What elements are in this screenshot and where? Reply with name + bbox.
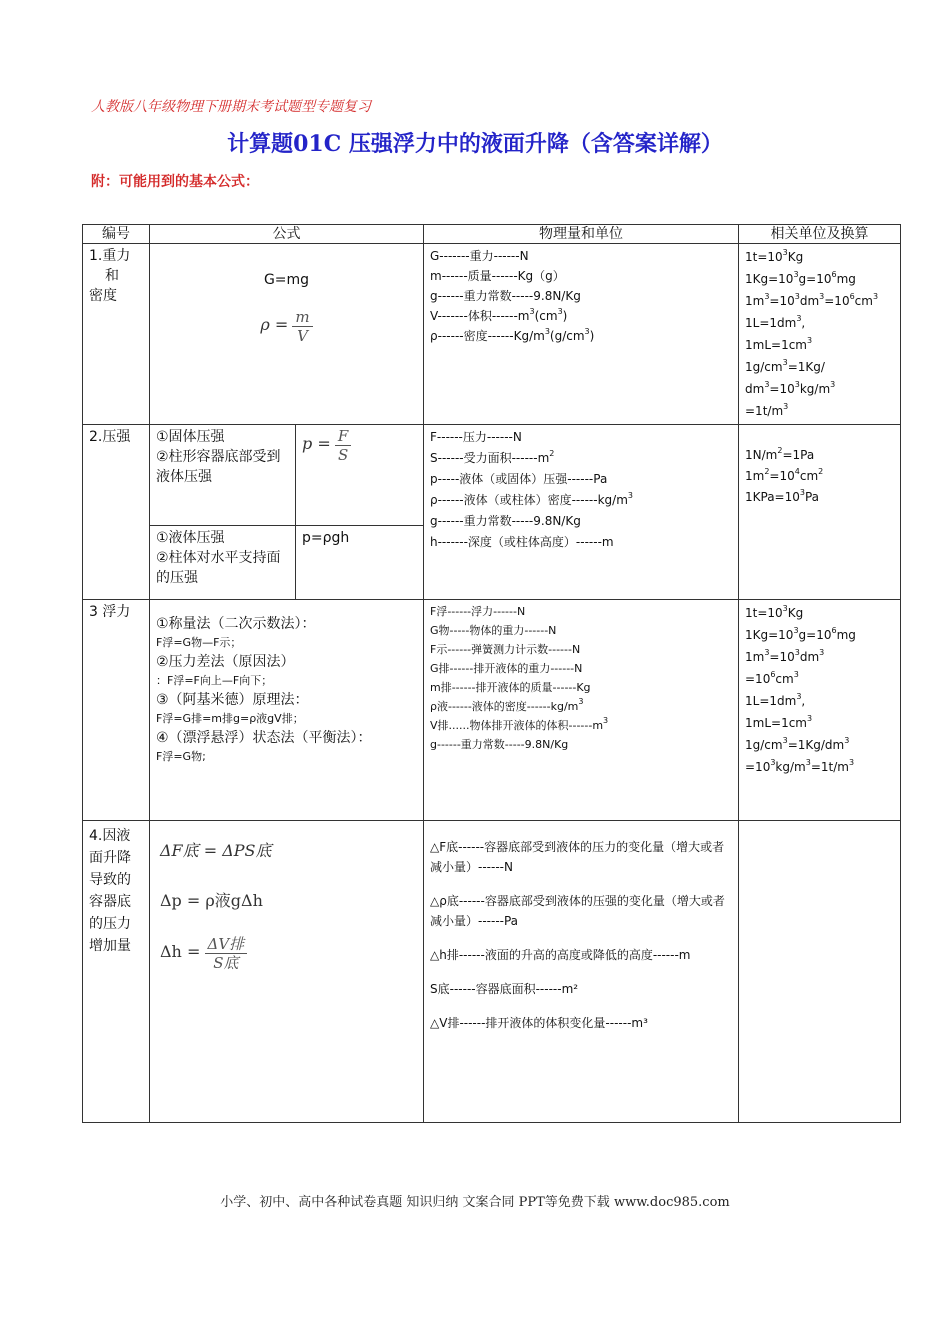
quantity-line: V-------体积$------m^3(cm^3)$ [430,307,568,323]
case-cell [150,425,296,526]
quantity-cell [424,821,739,1123]
height-change-formula [160,935,417,972]
formula-cell: p=ρgh [296,526,424,600]
quantity-line: g------重力常数-----9.8N/Kg [430,514,581,528]
document-title: 计算题01C 压强浮力中的液面升降（含答案详解） [227,131,723,157]
fraction-numerator: F [335,427,351,446]
unit-line: $1m^2=10^4cm^2$ [745,467,824,483]
fraction [205,935,248,972]
units-cell [739,821,901,1123]
quantity-cell [424,244,739,425]
fraction-numerator: ΔV排 [205,935,248,954]
units-cell [739,425,901,600]
row-id-line: 密度 [89,288,117,304]
unit-line: $1L=1dm^3$, [745,314,806,330]
unit-line: $1t=10^3Kg$ [745,248,804,264]
quantity-line: △h排------液面的升高的高度或降低的高度------m [430,948,691,962]
quantity-line: S底------容器底面积------m² [430,982,579,996]
quantity-line: h-------深度（或柱体高度）------m [430,535,614,549]
unit-line: $1g/cm^3=1Kg/$ [745,358,825,374]
pressure-change-formula: Δp = ρ液gΔh [160,891,263,910]
case-line: ①固体压强 [156,429,225,445]
unit-line: $=10^3kg/m^3=1t/m^3$ [745,758,855,774]
quantity-line: △ρ底------容器底部受到液体的压强的变化量（增大或者减小量）------Pa [430,894,725,928]
quantity-line: G-------重力------N [430,249,529,263]
quantity-line: F------压力------N [430,430,522,444]
quantity-line: g------重力常数-----9.8N/Kg [430,289,581,303]
series-title: 人教版八年级物理下册期末考试题型专题复习 [91,99,371,115]
fraction-denominator: S [337,446,349,464]
quantity-line: △F底------容器底部受到液体的压力的变化量（增大或者减小量）------N [430,840,725,874]
quantity-line: F浮------浮力------N [430,605,526,618]
quantity-cell [424,425,739,600]
fraction [335,427,351,464]
method-formula: ：F浮=F向上—F向下； [156,674,273,687]
units-cell [739,600,901,821]
unit-line: $1L=1dm^3$, [745,692,806,708]
force-change-formula: ΔF底 = ΔPS底 [160,841,272,860]
row-id [83,244,150,425]
method-formula: F浮=G物—F示； [156,636,242,649]
column-header-quantity: 物理量和单位 [424,225,739,244]
method-line: ①称量法（二次示数法）： [156,616,316,632]
units-cell [739,244,901,425]
unit-line: $1mL=1cm^3$ [745,714,813,730]
quantity-line: S------受力面积$------m^2$ [430,449,555,465]
quantity-line: ρ------液体（或柱体）密度$------kg/m^3$ [430,491,633,507]
gravity-formula: G=mg [263,272,310,288]
unit-line: $1m^3=10^3dm^3=10^6cm^3$ [745,292,879,308]
case-line: ②柱形容器底部受到液体压强 [156,449,281,485]
formula-cell [150,244,424,425]
row-id: 3 浮力 [83,600,150,821]
formula-lhs: Δh = [160,942,201,961]
row-id: 4.因液面升降导致的容器底的压力增加量 [83,821,150,1123]
quantity-line: p-----液体（或固体）压强------Pa [430,472,608,486]
unit-line: $1mL=1cm^3$ [745,336,813,352]
unit-line: $1g/cm^3=1Kg/dm^3$ [745,736,850,752]
unit-line: $dm^3=10^3kg/m^3$ [745,380,836,396]
quantity-line: F示------弹簧测力计示数------N [430,643,581,656]
method-line: ④（漂浮悬浮）状态法（平衡法）： [156,730,372,746]
formula-cell [150,600,424,821]
method-line: ②压力差法（原因法） [156,654,295,670]
density-formula [156,308,417,345]
table-row [83,821,901,1123]
quantity-line: g------重力常数-----9.8N/Kg [430,738,569,751]
quantity-line: m排------排开液体的质量------Kg [430,681,591,694]
quantity-line: △V排------排开液体的体积变化量------m³ [430,1016,648,1030]
footer-text: 小学、初中、高中各种试卷真题 知识归纳 文案合同 PPT等免费下载 www.doc985.com [220,1195,730,1210]
table-row [83,244,901,425]
table-header-row [83,225,901,244]
column-header-id: 编号 [83,225,150,244]
appendix-label: 附：可能用到的基本公式： [91,174,259,190]
fraction-denominator: S底 [213,954,239,972]
quantity-line: V排......物体排开液体的体积$------m^3$ [430,716,609,732]
fraction-denominator: V [297,327,308,345]
method-formula: F浮=G排=m排g=ρ液gV排； [156,712,304,725]
table-row [83,425,901,526]
fraction [292,308,312,345]
case-line: ①液体压强 [156,530,225,546]
row-id-line: 1.重力 [89,248,131,264]
unit-line: $1t=10^3Kg$ [745,604,804,620]
quantity-line: m------质量------Kg（g） [430,269,565,283]
method-line: ③（阿基米德）原理法： [156,692,309,708]
formula-cell [296,425,424,526]
row-id: 2.压强 [83,425,150,600]
table-row [83,600,901,821]
formula-cell [150,821,424,1123]
formula-lhs: p = [302,434,331,453]
case-cell [150,526,296,600]
unit-line: $1m^3=10^3dm^3$ [745,648,825,664]
formula-table [82,224,901,1123]
quantity-line: ρ------密度$------Kg/m^3(g/cm^3)$ [430,327,595,343]
row-id-line: 和 [105,268,119,284]
method-formula: F浮=G物; [156,750,206,763]
quantity-line: ρ液------液体的密度$------kg/m^3$ [430,697,584,713]
column-header-units: 相关单位及换算 [739,225,901,244]
fraction-numerator: m [292,308,312,327]
case-line: ②柱体对水平支持面的压强 [156,550,281,586]
unit-line: $=1t/m^3$ [745,402,789,418]
quantity-cell [424,600,739,821]
unit-line: $1Kg=10^3g=10^6mg$ [745,626,856,642]
unit-line: $1Kg=10^3g=10^6mg$ [745,270,856,286]
formula-lhs: ρ = [260,315,289,334]
unit-line: $1N/m^2=1Pa$ [745,446,815,462]
quantity-line: G排------排开液体的重力------N [430,662,583,675]
unit-line: $=10^6cm^3$ [745,670,799,686]
quantity-line: G物-----物体的重力------N [430,624,557,637]
column-header-formula: 公式 [150,225,424,244]
unit-line: $1KPa=10^3Pa$ [745,488,820,504]
